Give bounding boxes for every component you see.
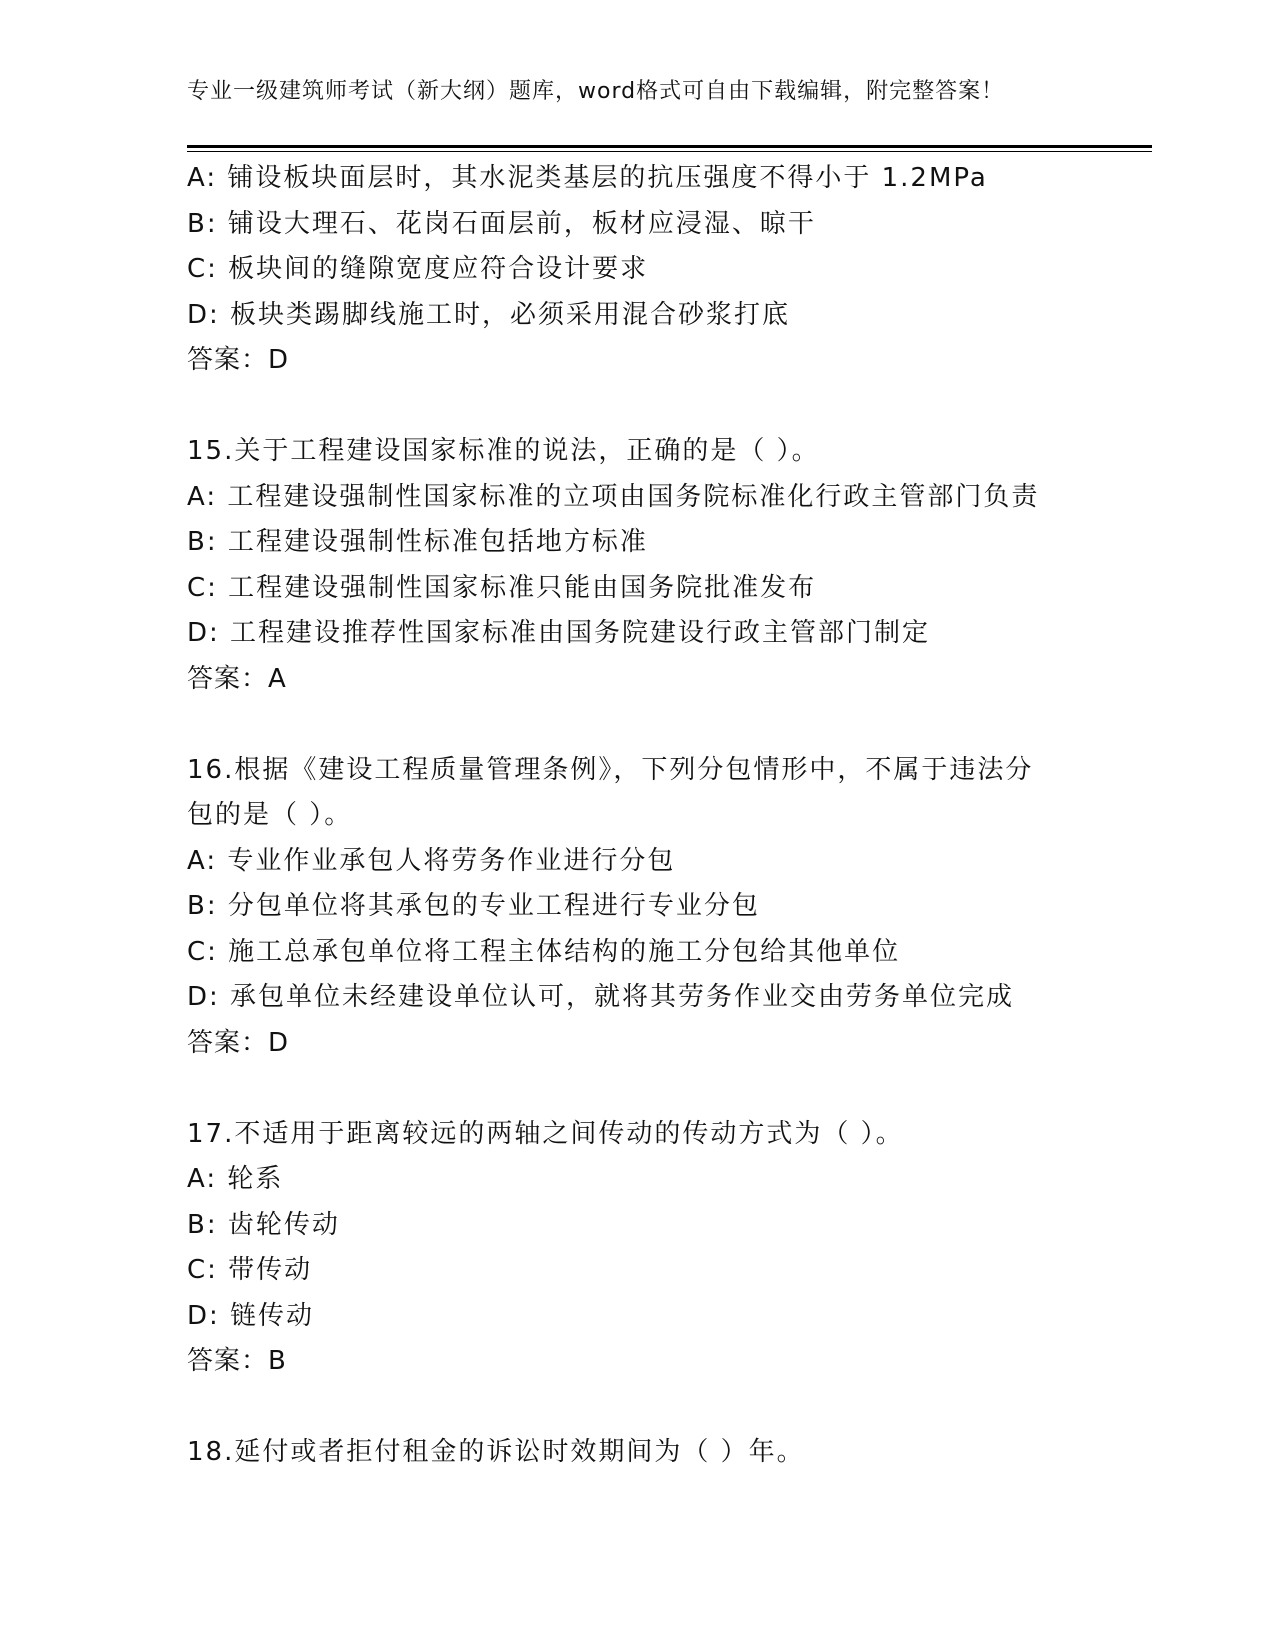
header-rule-thin: [187, 151, 1152, 152]
header-rule-thick: [187, 145, 1152, 148]
answer-line: [187, 338, 1087, 384]
option-d: D: 链传动: [187, 1300, 315, 1331]
answer-value: B: [268, 1346, 287, 1376]
question-block-15: [187, 429, 1087, 702]
answer-label: 答案：: [187, 1346, 269, 1376]
question-text-line-2: 包的是（ ）。: [187, 800, 353, 830]
answer-value: D: [268, 1027, 290, 1058]
option-c: C: 工程建设强制性国家标准只能由国务院批准发布: [187, 572, 817, 603]
answer-value: D: [268, 345, 290, 375]
question-content: [187, 156, 1087, 1476]
answer-label: 答案：: [187, 1027, 269, 1058]
option-c: C: 施工总承包单位将工程主体结构的施工分包给其他单位: [187, 936, 901, 967]
question-text: 17.不适用于距离较远的两轴之间传动的传动方式为（ ）。: [187, 1118, 904, 1149]
option-a: A: 专业作业承包人将劳务作业进行分包: [187, 845, 676, 876]
question-text: 18.延付或者拒付租金的诉讼时效期间为（ ）年。: [187, 1437, 805, 1467]
block-spacer: [187, 384, 1087, 430]
option-d: D: 承包单位未经建设单位认可，就将其劳务作业交由劳务单位完成: [187, 982, 1015, 1012]
option-a: A: 铺设板块面层时，其水泥类基层的抗压强度不得小于 1.2MPa: [187, 163, 988, 193]
option-b: B: 铺设大理石、花岗石面层前，板材应浸湿、晾干: [187, 208, 816, 239]
option-d: D: 工程建设推荐性国家标准由国务院建设行政主管部门制定: [187, 618, 931, 648]
option-b: B: 分包单位将其承包的专业工程进行专业分包: [187, 891, 760, 921]
option-c: C: 带传动: [187, 1255, 313, 1285]
block-spacer: [187, 702, 1087, 748]
block-spacer: [187, 1385, 1087, 1431]
option-b: B: 工程建设强制性标准包括地方标准: [187, 527, 648, 557]
block-spacer: [187, 1066, 1087, 1112]
answer-line: [187, 1021, 1087, 1067]
answer-label: 答案：: [187, 345, 269, 375]
question-block-18: [187, 1430, 1087, 1476]
option-c: C: 板块间的缝隙宽度应符合设计要求: [187, 254, 649, 284]
option-a: A: 轮系: [187, 1164, 284, 1194]
question-block-14: [187, 156, 1087, 384]
answer-value: A: [268, 663, 287, 694]
option-b: B: 齿轮传动: [187, 1209, 340, 1240]
question-text: 15.关于工程建设国家标准的说法，正确的是（ ）。: [187, 436, 820, 466]
answer-line: [187, 1339, 1087, 1385]
answer-label: 答案：: [187, 663, 269, 694]
option-a: A: 工程建设强制性国家标准的立项由国务院标准化行政主管部门负责: [187, 481, 1040, 512]
question-block-17: [187, 1112, 1087, 1385]
question-block-16: [187, 748, 1087, 1067]
question-text-line-1: 16.根据《建设工程质量管理条例》，下列分包情形中，不属于违法分: [187, 754, 1034, 785]
option-d: D: 板块类踢脚线施工时，必须采用混合砂浆打底: [187, 299, 791, 330]
page-header: 专业一级建筑师考试（新大纲）题库，word格式可自由下载编辑，附完整答案！: [187, 79, 1005, 104]
answer-line: [187, 657, 1087, 703]
